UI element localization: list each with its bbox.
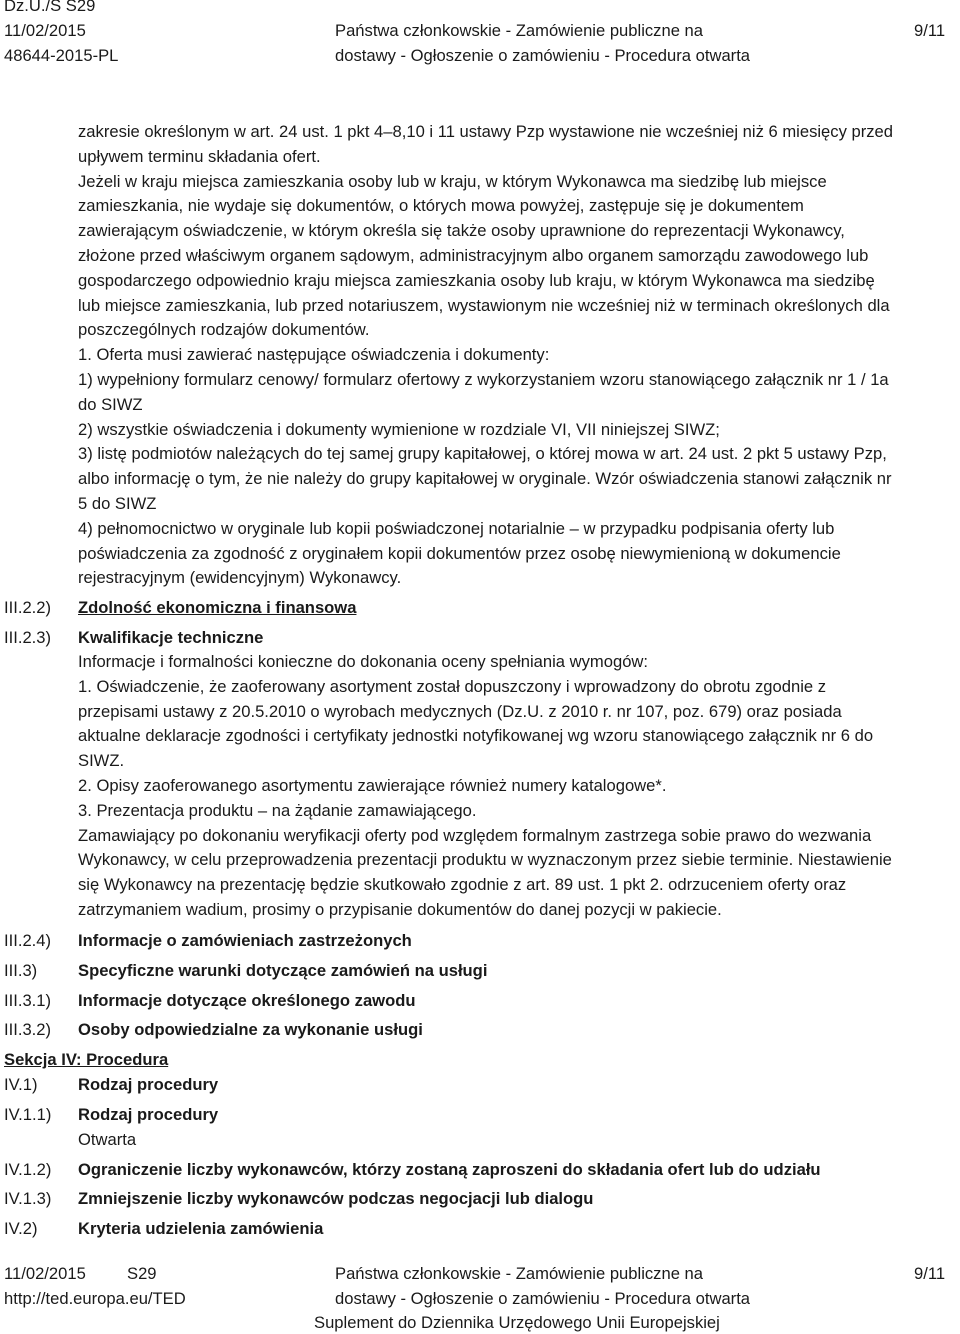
- text-line: albo informację o tym, że nie należy do grupy kapitałowej w oryginale. Wzór oświadczenia stanowi załącznik nr: [78, 469, 892, 489]
- header-page-number: 9/11: [914, 21, 946, 40]
- text-line: poświadczenia za zgodność z oryginałem kopii dokumentów przez osobę niewymienioną w dokumencie: [78, 543, 841, 563]
- section-number: III.3.1): [4, 991, 52, 1010]
- section-number: IV.1.1): [4, 1105, 52, 1124]
- section-heading-economic: Zdolność ekonomiczna i finansowa: [78, 598, 357, 617]
- text-line: lub miejsce zamieszkania, lub przed notariuszem, wystawionym nie wcześniej niż w terminach określonych dla: [78, 295, 890, 315]
- section-number: III.2.4): [4, 931, 52, 950]
- section-number: IV.1.2): [4, 1160, 52, 1179]
- text-line: 1) wypełniony formularz cenowy/ formularz ofertowy z wykorzystaniem wzoru stanowiącego załącznik nr 1 / 1a: [78, 369, 889, 389]
- section-heading-limit-operators: Ograniczenie liczby wykonawców, którzy zostaną zaproszeni do składania ofert lub do udziału: [78, 1160, 821, 1179]
- footer-title-line2: dostawy - Ogłoszenie o zamówieniu - Procedura otwarta: [335, 1289, 751, 1308]
- section-heading-service-conditions: Specyficzne warunki dotyczące zamówień na usługi: [78, 961, 488, 980]
- text-line: 4) pełnomocnictwo w oryginale lub kopii poświadczonej notarialnie – w przypadku podpisania oferty lub: [78, 518, 835, 538]
- section-number: III.2.2): [4, 598, 52, 617]
- text-line: 3) listę podmiotów należących do tej samej grupy kapitałowej, o której mowa w art. 24 ust. 2 pkt 5 ustawy Pzp,: [78, 444, 887, 464]
- section-number: IV.1.3): [4, 1189, 52, 1208]
- footer-url-link[interactable]: http://ted.europa.eu/TED: [4, 1289, 186, 1308]
- text-line: poszczególnych rodzajów dokumentów.: [78, 320, 370, 340]
- notice-number: 48644-2015-PL: [4, 46, 119, 65]
- text-line: aktualne deklaracje zgodności i certyfikaty jednostki notyfikowanej wg wzoru stanowiącego załącznik nr 6 do: [78, 726, 874, 746]
- text-line: się Wykonawcy na prezentację będzie skutkowało zgodnie z art. 89 ust. 1 pkt 2. odrzuceniem oferty oraz: [78, 875, 847, 895]
- footer-title-line1: Państwa członkowskie - Zamówienie publiczne na: [335, 1264, 704, 1283]
- text-line: zamieszkania, nie wydaje się dokumentów, o których mowa powyżej, zastępuje się je dokumentem: [78, 196, 804, 216]
- section-number: III.3.2): [4, 1020, 52, 1039]
- footer-series: S29: [127, 1264, 157, 1283]
- journal-ref: Dz.U./S S29: [4, 0, 96, 15]
- section-number: IV.1): [4, 1075, 38, 1094]
- conditions-text-block: [78, 120, 950, 591]
- text-line: rejestracyjnym (ewidencyjnym) Wykonawcy.: [78, 568, 402, 588]
- text-line: zatrzymaniem wadium, prosimy o przypisanie dokumentów do danej pozycji w pakiecie.: [78, 899, 722, 919]
- header-date: 11/02/2015: [4, 21, 86, 40]
- section-heading-staff: Osoby odpowiedzialne za wykonanie usługi: [78, 1020, 423, 1039]
- section-heading-procedure-type: Rodzaj procedury: [78, 1105, 219, 1124]
- text-line: Wykonawcy, w celu przeprowadzenia prezentacji produktu w wyznaczonym przez siebie terminie. Niestawienie: [78, 850, 892, 870]
- text-line: Informacje i formalności konieczne do dokonania oceny spełniania wymogów:: [78, 652, 649, 671]
- procedure-type-value: Otwarta: [78, 1130, 137, 1149]
- section-iv-title: Sekcja IV: Procedura: [4, 1050, 169, 1069]
- section-heading-reduction: Zmniejszenie liczby wykonawców podczas negocjacji lub dialogu: [78, 1189, 594, 1208]
- text-line: upływem terminu składania ofert.: [78, 146, 321, 166]
- footer-supplement: Suplement do Dziennika Urzędowego Unii Europejskiej: [314, 1313, 720, 1332]
- text-line: 1. Oferta musi zawierać następujące oświadczenia i dokumenty:: [78, 345, 550, 365]
- text-line: przepisami ustawy z 20.5.2010 o wyrobach medycznych (Dz.U. z 2010 r. nr 107, poz. 679) oraz posiada: [78, 701, 842, 721]
- section-heading-profession: Informacje dotyczące określonego zawodu: [78, 991, 416, 1010]
- text-line: 1. Oświadczenie, że zaoferowany asortyment został dopuszczony i wprowadzony do obrotu zgodnie z: [78, 676, 827, 696]
- section-heading-procedure: Rodzaj procedury: [78, 1075, 219, 1094]
- section-heading-reserved: Informacje o zamówieniach zastrzeżonych: [78, 931, 412, 950]
- text-line: 5 do SIWZ: [78, 493, 157, 513]
- section-number: III.3): [4, 961, 38, 980]
- text-line: Zamawiający po dokonaniu weryfikacji oferty pod względem formalnym zastrzega sobie prawo do wezwania: [78, 825, 872, 845]
- header-title-line2: dostawy - Ogłoszenie o zamówieniu - Procedura otwarta: [335, 46, 751, 65]
- header-title-line1: Państwa członkowskie - Zamówienie publiczne na: [335, 21, 704, 40]
- text-line: 3. Prezentacja produktu – na żądanie zamawiającego.: [78, 800, 477, 820]
- text-line: do SIWZ: [78, 394, 143, 414]
- text-line: Jeżeli w kraju miejsca zamieszkania osoby lub w kraju, w którym Wykonawca ma siedzibę lub miejsce: [78, 171, 827, 191]
- footer-date: 11/02/2015: [4, 1264, 86, 1283]
- text-line: 2. Opisy zaoferowanego asortymentu zawierające również numery katalogowe*.: [78, 775, 667, 795]
- text-line: gospodarczego odpowiednio kraju miejsca zamieszkania osoby lub kraju, w którym Wykonawca ma siedzibę: [78, 270, 875, 290]
- text-line: złożone przed właściwym organem sądowym, administracyjnym albo organem samorządu zawodowego lub: [78, 245, 869, 265]
- footer-page-number: 9/11: [914, 1264, 946, 1283]
- technical-text-block: [78, 650, 950, 923]
- text-line: zakresie określonym w art. 24 ust. 1 pkt 4–8,10 i 11 ustawy Pzp wystawione nie wcześniej niż 6 miesięcy przed: [78, 122, 893, 141]
- section-number: III.2.3): [4, 628, 52, 647]
- section-heading-award-criteria: Kryteria udzielenia zamówienia: [78, 1219, 324, 1238]
- section-heading-technical: Kwalifikacje techniczne: [78, 628, 264, 647]
- text-line: 2) wszystkie oświadczenia i dokumenty wymienione w rozdziale VI, VII niniejszej SIWZ;: [78, 419, 720, 439]
- text-line: SIWZ.: [78, 751, 125, 771]
- text-line: zawierającym oświadczenie, w którym określa się także osoby uprawnione do reprezentacji Wykonawcy,: [78, 221, 845, 241]
- section-number: IV.2): [4, 1219, 38, 1238]
